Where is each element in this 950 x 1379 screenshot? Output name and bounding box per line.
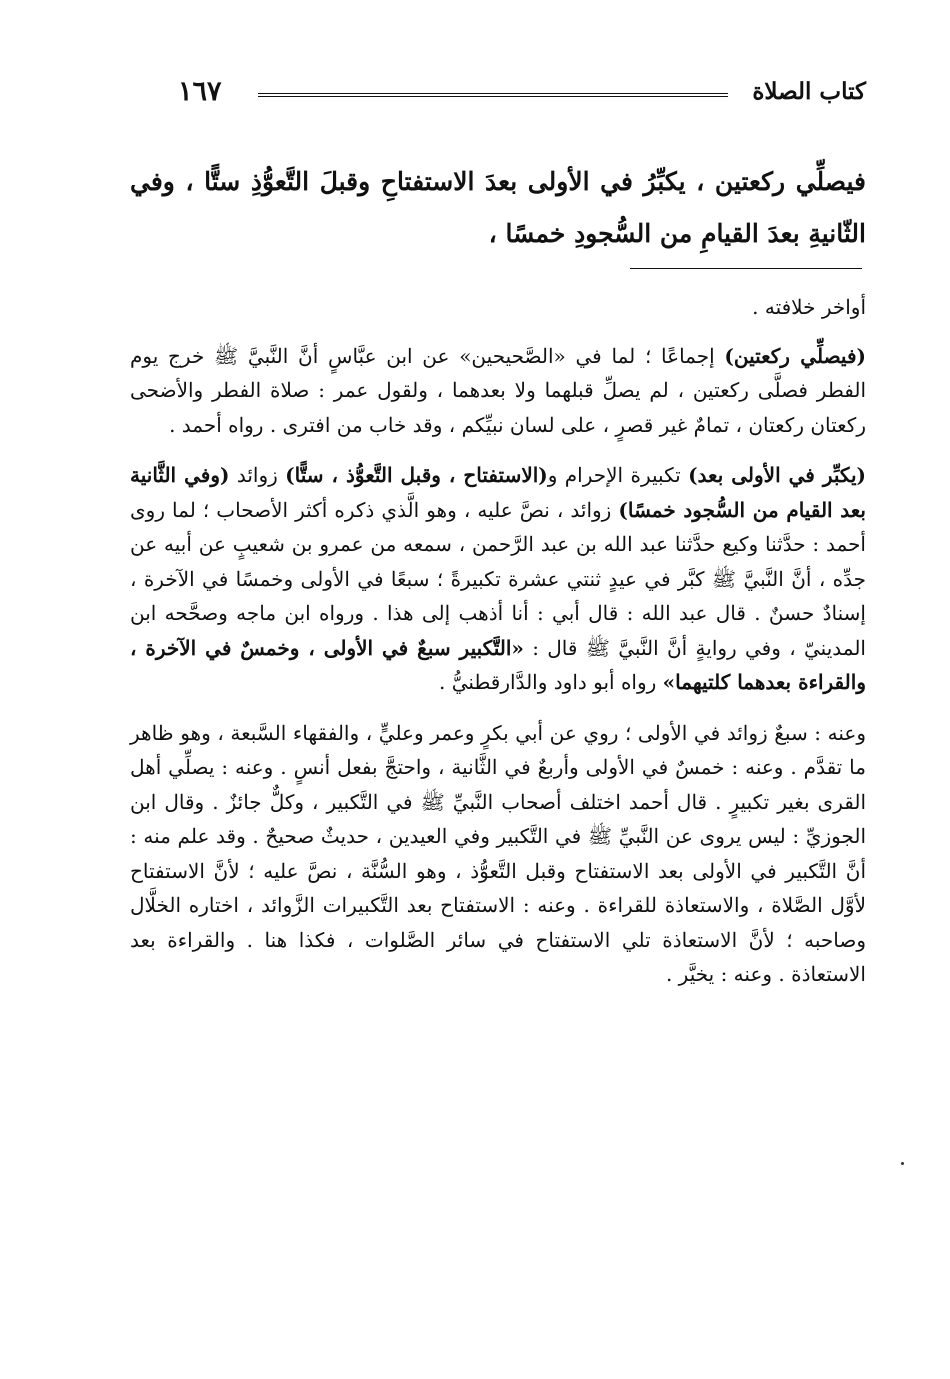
commentary-text: رواه أبو داود والدَّارقطنيُّ . [438, 670, 663, 694]
commentary-paragraph-0: أواخر خلافته . [752, 295, 866, 319]
commentary-paragraph-1 [130, 339, 866, 443]
quoted-matn: (الاستفتاح ، وقبل التَّعوُّذ ، ستًّا) [285, 463, 548, 487]
quoted-matn: (وفي الثَّانية بعد القيام من السُّجود خمسًا) [130, 463, 866, 522]
quoted-matn: (يكبِّر في الأولى بعد) [688, 463, 866, 487]
scan-speck [901, 1162, 904, 1165]
commentary-text: إجماعًا ؛ لما في «الصَّحيحين» عن ابن عبَّاسٍ أنَّ النَّبيَّ ﷺ خرج يوم الفطر فصلَّى ركعتين ، لم يصلِّ قبلهما ولا بعدهما ، ولقول عمر : صلاة الفطر والأضحى ركعتان ركعتان ، تمامٌ غير قصرٍ ، على لسان نبيِّكم ، وقد خاب من افترى . رواه أحمد . [130, 343, 866, 437]
running-title: كتاب الصلاة [752, 78, 866, 105]
header-rule [258, 93, 728, 97]
commentary-text: تكبيرة الإحرام و [547, 463, 689, 487]
footnote-separator [630, 268, 862, 269]
quoted-matn: (فيصلِّي ركعتين) [724, 343, 866, 368]
quoted-hadith: «التَّكبير سبعٌ في الأولى ، وخمسٌ في الآخرة ، والقراءة بعدهما كلتيهما» [130, 635, 866, 694]
commentary-text: زوائد [229, 463, 286, 487]
commentary-text: زوائد ، نصَّ عليه ، وهو الَّذي ذكره أكثر الأصحاب ؛ لما روى أحمد : حدَّثنا وكيع حدَّثنا عبد الله بن عبد الرَّحمن ، سمعه من عمرو بن شعيبٍ عن أبيه عن جدِّه ، أنَّ النَّبيَّ ﷺ كبَّر في عيدٍ ثنتي عشرة تكبيرةً ؛ سبعًا في الأولى وخمسًا في الآخرة ، إسنادٌ حسنٌ . قال عبد الله : قال أبي : أنا أذهب إلى هذا . ورواه ابن ماجه وصحَّحه ابن المدينيّ ، وفي روايةٍ أنَّ النَّبيَّ ﷺ قال : [130, 497, 867, 660]
commentary-paragraph-3: وعنه : سبعٌ زوائد في الأولى ؛ روي عن أبي بكرٍ وعمر وعليٍّ ، والفقهاء السَّبعة ، وهو ظاهر ما تقدَّم . وعنه : خمسٌ في الأولى وأربعٌ في الثَّانية ، واحتجَّ بفعل أنسٍ . وعنه : يصلِّي أهل القرى بغير تكبيرٍ . قال أحمد اختلف أصحاب النَّبيِّ ﷺ في التَّكبير ، وكلٌّ جائزٌ . وقال ابن الجوزيِّ : ليس يروى عن النَّبيِّ ﷺ في التَّكبير وفي العيدين ، حديثٌ صحيحٌ . وقد علم منه : أنَّ التَّكبير في الأولى بعد الاستفتاح وقبل التَّعوُّذ ، وهو السُّنَّة ، نصَّ عليه ؛ لأنَّ الاستفتاح لأوَّل الصَّلاة ، والاستعاذة للقراءة . وعنه : الاستفتاح بعد التَّكبيرات الزَّوائد ، اختاره الخلَّال وصاحبه ؛ لأنَّ الاستعاذة تلي الاستفتاح في سائر الصَّلوات ، فكذا هنا . والقراءة بعد الاستعاذة . وعنه : يخيَّر . [130, 720, 866, 986]
page-number: ١٦٧ [178, 76, 222, 107]
main-text: فيصلِّي ركعتين ، يكبِّرُ في الأولى بعدَ الاستفتاحِ وقبلَ التَّعوُّذِ ستًّا ، وفي الثّانيةِ بعدَ القيامِ من السُّجودِ خمسًا ، [130, 167, 866, 248]
commentary [130, 290, 866, 992]
page-header [170, 76, 866, 116]
commentary-paragraph-2 [130, 458, 866, 700]
